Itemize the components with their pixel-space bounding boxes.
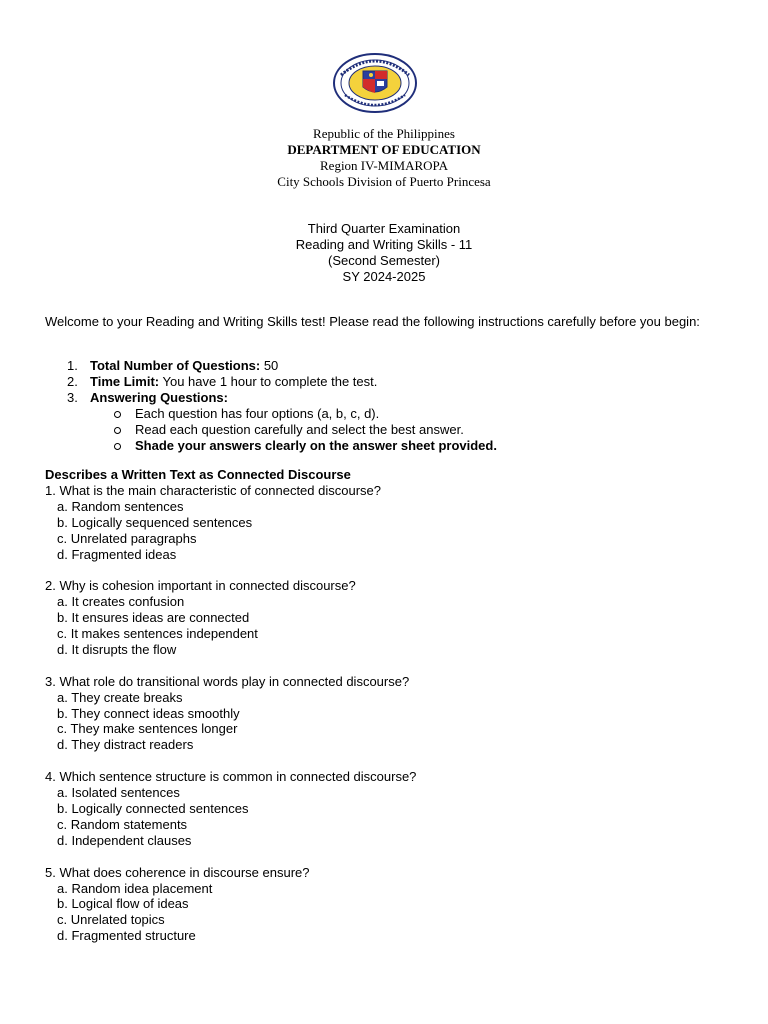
instructions-list (45, 358, 725, 454)
answer-option: c. Unrelated topics (57, 912, 165, 928)
answer-option: b. They connect ideas smoothly (57, 705, 240, 721)
answer-option: c. They make sentences longer (57, 721, 238, 737)
question-item (45, 674, 725, 754)
circle-bullet-icon (114, 427, 121, 434)
answer-option: d. Independent clauses (57, 832, 192, 848)
answer-option: d. It disrupts the flow (57, 641, 177, 657)
answer-option: b. Logically sequenced sentences (57, 514, 253, 530)
exam-subject: Reading and Writing Skills - 11 (295, 237, 473, 252)
question-item (45, 865, 725, 945)
question-item (45, 483, 725, 563)
question-section (45, 467, 725, 960)
question-text: 1. What is the main characteristic of connected discourse? (45, 482, 381, 498)
answer-option: c. Random statements (57, 816, 188, 832)
instruction-label: Time Limit: (90, 374, 160, 389)
answer-option: a. Random sentences (57, 498, 184, 514)
circle-bullet-icon (114, 411, 121, 418)
header-country: Republic of the Philippines (313, 126, 455, 141)
instruction-number: 2. (67, 374, 78, 389)
sub-instruction-item: Each question has four options (a, b, c, d). (45, 406, 725, 422)
answer-option: c. Unrelated paragraphs (57, 530, 197, 546)
instruction-item (45, 374, 725, 390)
instruction-label: Total Number of Questions: (90, 358, 261, 373)
sub-instruction-item: Read each question carefully and select the best answer. (45, 422, 725, 438)
answer-option: c. It makes sentences independent (57, 626, 258, 642)
instruction-item (45, 358, 725, 374)
section-title: Describes a Written Text as Connected Discourse (45, 467, 351, 482)
deped-seal-logo (333, 53, 417, 113)
instruction-number: 3. (67, 390, 78, 405)
question-item (45, 578, 725, 658)
circle-bullet-icon (114, 443, 121, 450)
exam-semester: (Second Semester) (328, 253, 440, 268)
answer-option: a. It creates confusion (57, 594, 185, 610)
answer-option: d. They distract readers (57, 737, 194, 753)
answer-option: b. Logically connected sentences (57, 800, 249, 816)
question-text: 3. What role do transitional words play in connected discourse? (45, 673, 410, 689)
answer-option: a. They create breaks (57, 689, 183, 705)
header-department: DEPARTMENT OF EDUCATION (287, 142, 481, 157)
exam-title-block (0, 221, 768, 285)
intro-text: Welcome to your Reading and Writing Skills test! Please read the following instructions carefully before you begin: (45, 314, 700, 329)
answer-option: a. Isolated sentences (57, 785, 180, 801)
answer-option: b. It ensures ideas are connected (57, 610, 250, 626)
question-item (45, 769, 725, 849)
instruction-item (45, 390, 725, 406)
question-text: 2. Why is cohesion important in connected discourse? (45, 578, 356, 594)
header-division: City Schools Division of Puerto Princesa (277, 174, 491, 189)
instruction-text: You have 1 hour to complete the test. (159, 374, 378, 389)
instruction-text: 50 (260, 358, 279, 373)
document-header (0, 126, 768, 190)
instruction-number: 1. (67, 358, 78, 373)
header-region: Region IV-MIMAROPA (320, 158, 448, 173)
exam-title: Third Quarter Examination (307, 221, 461, 236)
answer-option: d. Fragmented structure (57, 928, 196, 944)
question-text: 5. What does coherence in discourse ensure? (45, 864, 310, 880)
answer-option: a. Random idea placement (57, 880, 213, 896)
answer-option: d. Fragmented ideas (57, 546, 177, 562)
sub-instruction-item: Shade your answers clearly on the answer sheet provided. (45, 438, 725, 454)
exam-year: SY 2024-2025 (342, 269, 426, 284)
instruction-label: Answering Questions: (90, 390, 228, 405)
answer-option: b. Logical flow of ideas (57, 896, 189, 912)
question-text: 4. Which sentence structure is common in connected discourse? (45, 769, 417, 785)
